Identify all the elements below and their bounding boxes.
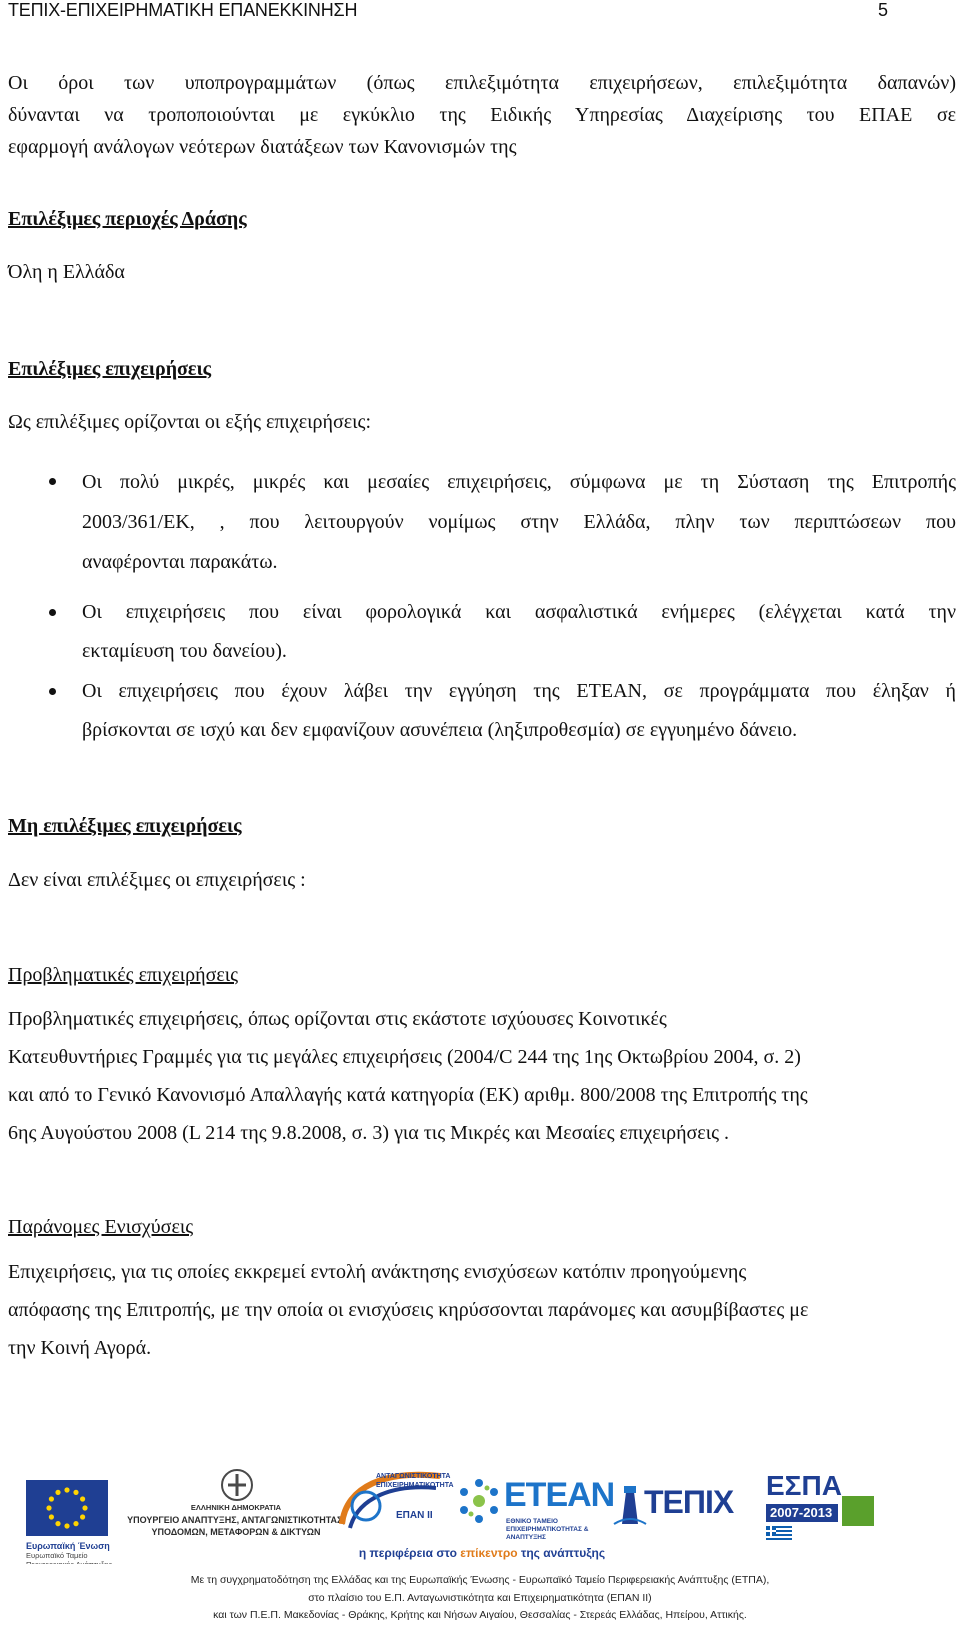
eu-stars-icon [26,1480,108,1536]
non-eligible-heading: Μη επιλέξιμες επιχειρήσεις [8,815,242,837]
intro-line-2: δύνανται να τροποποιούνται με εγκύκλιο της Ειδικής Υπηρεσίας Διαχείρισης του ΕΠΑΕ σε [8,104,956,126]
bullet-1-line-2: 2003/361/ΕΚ, , που λειτουργούν νομίμως στην Ελλάδα, πλην των περιπτώσεων που [82,511,956,533]
eligible-bullet-2 [82,593,956,671]
intro-line-3: εφαρμογή ανάλογων νεότερων διατάξεων των Κανονισμών της [8,136,517,158]
etean-sub: ΕΘΝΙΚΟ ΤΑΜΕΙΟ ΕΠΙΧΕΙΡΗΜΑΤΙΚΟΤΗΤΑΣ & ΑΝΑΠΤΥΞΗΣ [506,1518,589,1541]
bullet-1-line-1: Οι πολύ μικρές, μικρές και μεσαίες επιχειρήσεις, σύμφωνα με τη Σύσταση της Επιτροπής [82,471,956,493]
etean-dots-icon [456,1478,502,1524]
problematic-paragraph [8,1000,956,1152]
bullet-2-line-2: εκταμίευση του δανείου). [82,640,287,662]
non-eligible-text: Δεν είναι επιλέξιμες οι επιχειρήσεις : [8,869,306,891]
espa-logo [760,1470,876,1542]
eu-flag-logo [26,1480,108,1536]
illegal-aid-line-1: Επιχειρήσεις, για τις οποίες εκκρεμεί εντολή ανάκτησης ενισχύσεων κατόπιν προηγούμενης [8,1261,747,1283]
problematic-line-3: και από το Γενικό Κανονισμό Απαλλαγής κατά κατηγορία (ΕΚ) αριθμ. 800/2008 της Επιτροπής της [8,1084,808,1106]
epan-label: ΑΝΤΑΓΩΝΙΣΤΙΚΟΤΗΤΑ ΕΠΙΧΕΙΡΗΜΑΤΙΚΟΤΗΤΑ [376,1473,454,1489]
illegal-aid-line-3: την Κοινή Αγορά. [8,1337,152,1359]
intro-paragraph [8,67,956,163]
eligible-heading: Επιλέξιμες επιχειρήσεις [8,358,212,380]
areas-text: Όλη η Ελλάδα [8,261,125,283]
eligible-intro: Ως επιλέξιμες ορίζονται οι εξής επιχειρήσεις: [8,411,372,433]
tepix-lighthouse-icon [612,1484,648,1528]
tepix-label: ΤΕΠΙΧ [644,1484,734,1520]
bullet-dot [49,609,56,616]
footer-logos [0,1462,960,1627]
tagline-start: η περιφέρεια στο [358,1546,461,1560]
header-title: ΤΕΠΙΧ-ΕΠΙΧΕΙΡΗΜΑΤΙΚΗ ΕΠΑΝΕΚΚΙΝΗΣΗ [8,0,358,20]
bullet-dot [49,688,56,695]
bullet-dot [49,478,56,485]
eu-label-sub: Ευρωπαϊκό Ταμείο [26,1551,88,1560]
cofunding-notice [0,1564,960,1627]
epan-sub: ΕΠΑΝ ΙΙ [396,1510,433,1521]
page-header [8,0,888,22]
illegal-aid-line-2: απόφασης της Επιτροπής, με την οποία οι ενισχύσεις κηρύσσονται παράνομες και ασυμβίβαστες με [8,1299,809,1321]
espa-years: 2007-2013 [770,1505,833,1520]
tagline-end: της ανάπτυξης [517,1546,606,1560]
bullet-2-line-1: Οι επιχειρήσεις που είναι φορολογικά και ασφαλιστικά ενήμερες (ελέγχεται κατά την [82,601,956,623]
problematic-heading: Προβληματικές επιχειρήσεις [8,964,239,986]
areas-heading: Επιλέξιμες περιοχές Δράσης [8,208,247,230]
intro-line-1: Οι όροι των υποπρογραμμάτων (όπως επιλεξιμότητα επιχειρήσεων, επιλεξιμότητα δαπανών) [8,72,956,94]
page-number: 5 [877,0,888,20]
eligible-bullet-1 [82,462,956,582]
footer-tagline [322,1546,642,1560]
tagline-accent: επίκεντρο [460,1546,518,1560]
epan-logo [336,1466,454,1538]
greek-crest-icon [220,1468,254,1502]
problematic-line-4: 6ης Αυγούστου 2008 (L 214 της 9.8.2008, σ. 3) για τις Μικρές και Μεσαίες επιχειρήσεις . [8,1122,730,1144]
ministry-top: ΕΛΛΗΝΙΚΗ ΔΗΜΟΚΡΑΤΙΑ [190,1503,282,1512]
etean-logo [456,1472,615,1541]
bullet-1-line-3: αναφέρονται παρακάτω. [82,551,278,573]
ministry-name: ΥΠΟΥΡΓΕΙΟ ΑΝΑΠΤΥΞΗΣ, ΑΝΤΑΓΩΝΙΣΤΙΚΟΤΗΤΑΣ, ΥΠΟΔΟΜΩΝ, ΜΕΤΑΦΟΡΩΝ & ΔΙΚΤΥΩΝ [127,1515,345,1537]
illegal-aid-paragraph [8,1253,956,1367]
bullet-3-line-2: βρίσκονται σε ισχύ και δεν εμφανίζουν ασυνέπεια (ληξιπροθεσμία) σε εγγυημένο δάνειο. [82,719,798,741]
eu-label-title: Ευρωπαϊκή Ένωση [26,1541,110,1551]
etean-label: ΕΤΕΑΝ [504,1476,615,1514]
cofunding-line-1: Με τη συγχρηματοδότηση της Ελλάδας και της Ευρωπαϊκής Ένωσης - Ευρωπαϊκό Ταμείο Περιφερειακής Ανάπτυξης (ΕΤΠΑ), [190,1574,770,1586]
espa-label: ΕΣΠΑ [766,1470,842,1501]
espa-green-square [842,1496,874,1526]
cofunding-line-3: και των Π.Ε.Π. Μακεδονίας - Θράκης, Κρήτης και Νήσων Αιγαίου, Θεσσαλίας - Στερεάς Ελλάδας, Ηπείρου, Αττικής. [213,1609,747,1621]
illegal-aid-heading: Παράνομες Ενισχύσεις [8,1216,194,1238]
eligible-bullet-3 [82,672,956,750]
ministry-text [118,1502,354,1538]
tepix-logo [612,1478,734,1538]
cofunding-line-2: στο πλαίσιο του Ε.Π. Ανταγωνιστικότητα και Επιχειρηματικότητα (ΕΠΑΝ ΙΙ) [308,1592,652,1604]
bullet-3-line-1: Οι επιχειρήσεις που έχουν λάβει την εγγύηση της ΕΤΕΑΝ, σε προγράμματα που έληξαν ή [82,680,956,702]
problematic-line-1: Προβληματικές επιχειρήσεις, όπως ορίζονται στις εκάστοτε ισχύουσες Κοινοτικές [8,1008,667,1030]
problematic-line-2: Κατευθυντήριες Γραμμές για τις μεγάλες επιχειρήσεις (2004/C 244 της 1ης Οκτωβρίου 2004, σ. 2) [8,1046,801,1068]
greek-flag-icon [766,1526,792,1542]
